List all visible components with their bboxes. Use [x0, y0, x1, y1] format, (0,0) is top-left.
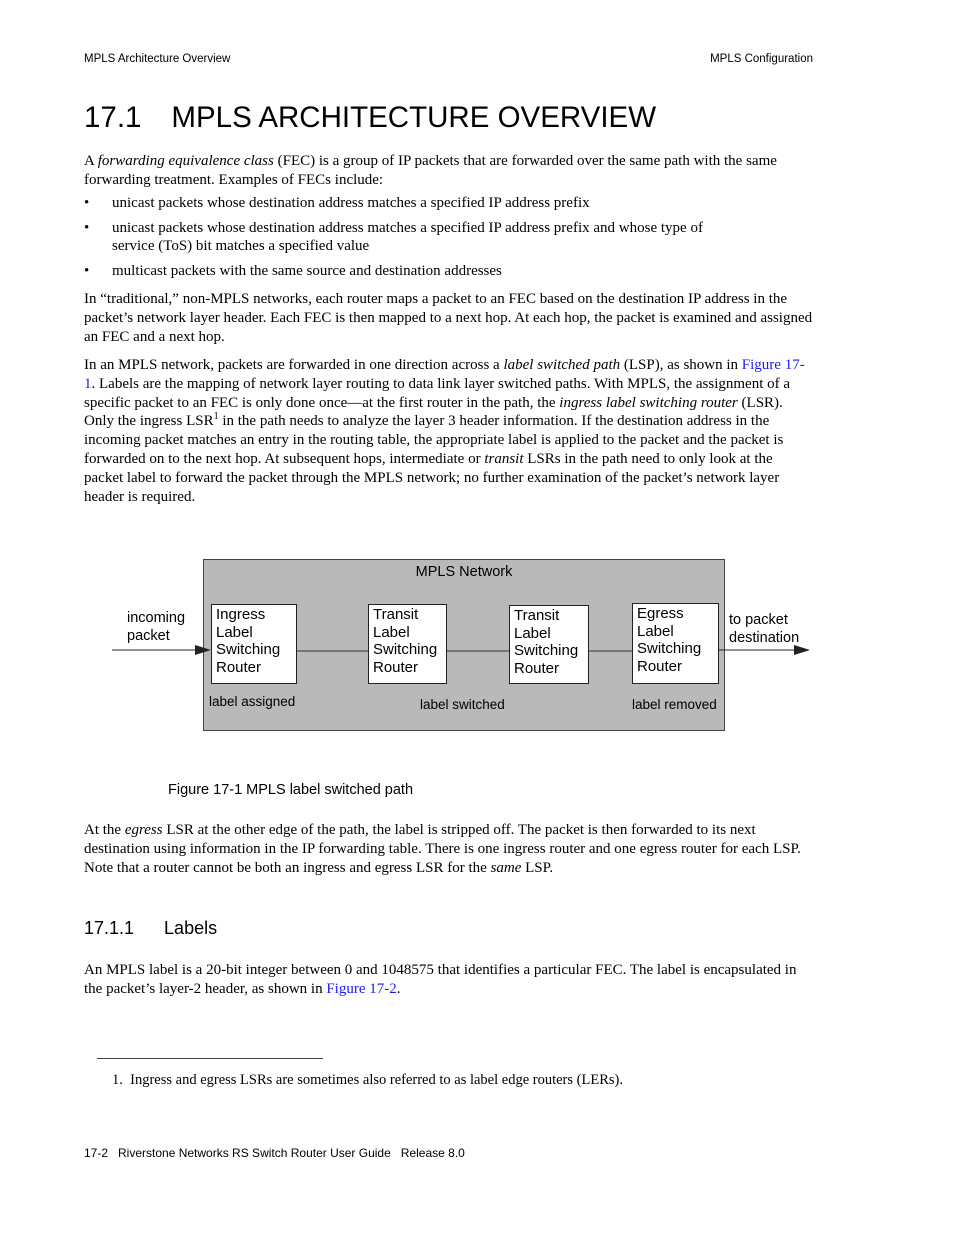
- outgoing-line-1: to packet: [729, 612, 788, 628]
- list-item: unicast packets whose destination address matches a specified IP address prefix: [112, 195, 590, 211]
- list-item-continued: service (ToS) bit matches a specified value: [112, 238, 370, 254]
- running-header-right: MPLS Configuration: [710, 53, 813, 65]
- page-footer: 17-2 Riverstone Networks RS Switch Router User Guide Release 8.0: [84, 1146, 465, 1160]
- text-run: At the: [84, 822, 125, 838]
- text-run: .: [396, 980, 401, 997]
- text-run: An MPLS label is a 20-bit integer between 0 and 1048575 that identifies a particular FEC. The label is encapsulated in the packet’s layer-2 header, as shown in: [84, 962, 797, 997]
- label-removed-text: label removed: [632, 697, 717, 712]
- router-text: Transit: [373, 606, 419, 623]
- text-run: LSRs in the path need to only look at the packet label to forward the packet through the MPLS network; no further examination of the packet’s network layer header is required.: [84, 450, 780, 505]
- figure-caption: Figure 17-1 MPLS label switched path: [168, 782, 414, 798]
- router-text: Router: [514, 659, 560, 677]
- incoming-arrowhead: [195, 645, 211, 655]
- bullet-marker: •: [84, 263, 90, 279]
- mpls-network-label: MPLS Network: [415, 564, 513, 580]
- emphasis-egress: egress: [124, 822, 163, 838]
- running-header-left: MPLS Architecture Overview: [84, 53, 231, 65]
- router-text: Label: [514, 624, 551, 642]
- router-text: Switching: [216, 641, 281, 658]
- router-text: Router: [637, 657, 683, 675]
- egress-lsr-box: [632, 603, 719, 684]
- router-text: Ingress: [216, 606, 266, 623]
- subsection-number: 17.1.1: [84, 918, 135, 938]
- text-run: (LSP), as shown in: [620, 357, 742, 373]
- emphasis-ingress-lsr: ingress label switching router: [559, 394, 738, 411]
- emphasis-lsp: label switched path: [503, 357, 621, 373]
- transit-lsr-box-1: [368, 604, 447, 684]
- footnote-text: 1. Ingress and egress LSRs are sometimes also referred to as label edge routers (LERs).: [112, 1072, 623, 1088]
- router-text: Label: [373, 623, 410, 641]
- egress-paragraph: [84, 821, 814, 877]
- text-run: LSR at the other edge of the path, the label is stripped off. The packet is then forwarded to its next destination using information in the IP forwarding table. There is one ingress router and one egress router for each LSP. Note that a router cannot be both an ingress and egress LSR for the: [84, 822, 801, 876]
- figure-17-1-link[interactable]: Figure 17-1: [84, 357, 805, 392]
- figure-17-2-link[interactable]: Figure 17-2: [326, 980, 397, 997]
- footnote-ref[interactable]: 1: [213, 411, 219, 423]
- bullet-marker: •: [84, 220, 90, 236]
- router-text: Router: [216, 658, 262, 676]
- list-item: unicast packets whose destination address matches a specified IP address prefix and whose type of: [112, 220, 703, 236]
- text-run: in the path needs to analyze the layer 3 header information. If the destination address in the incoming packet matches an entry in the routing table, the appropriate label is applied to the packet and the packet is forwarded on to the next hop. At subsequent hops, intermediate or: [84, 413, 784, 467]
- traditional-paragraph: In “traditional,” non-MPLS networks, each router maps a packet to an FEC based on the destination IP address in the packet’s network layer header. Each FEC is then mapped to a next hop. At each hop, the packet is examined and assigned an FEC and a next hop.: [84, 291, 813, 345]
- text-run: . Labels are the mapping of network layer routing to data link layer switched paths. With MPLS, the assignment of a specific packet to an FEC is only done once—at the first router in the path, the: [84, 375, 791, 411]
- section-heading: MPLS ARCHITECTURE OVERVIEW: [171, 101, 657, 134]
- subsection-heading: [84, 918, 217, 939]
- subsection-title: Labels: [164, 918, 218, 938]
- emphasis-transit: transit: [484, 450, 524, 467]
- incoming-line-2: packet: [127, 628, 170, 644]
- router-text: Switching: [514, 642, 579, 659]
- router-text: Switching: [637, 640, 702, 657]
- outgoing-label: [729, 611, 799, 647]
- text-run: (FEC) is a group of IP packets that are forwarded over the same path with the same forwarding treatment. Examples of FECs include:: [84, 153, 777, 188]
- router-text: Egress: [637, 605, 684, 622]
- incoming-line-1: incoming: [127, 610, 186, 626]
- text-run: In an MPLS network, packets are forwarded in one direction across a: [84, 357, 504, 373]
- router-text: Label: [637, 622, 674, 640]
- router-text: Transit: [514, 607, 560, 624]
- router-text: Router: [373, 658, 419, 676]
- emphasis-same: same: [490, 859, 522, 876]
- bullet-marker: •: [84, 195, 90, 211]
- label-switched-text: label switched: [420, 697, 505, 712]
- router-text: Switching: [373, 641, 438, 658]
- labels-paragraph: [84, 961, 814, 999]
- label-assigned-text: label assigned: [209, 694, 296, 709]
- section-number: 17.1: [84, 101, 142, 134]
- outgoing-line-2: destination: [729, 630, 800, 646]
- list-item: multicast packets with the same source and destination addresses: [112, 263, 502, 279]
- text-run: A: [84, 153, 98, 169]
- text-run: LSP.: [521, 859, 554, 876]
- footnote-rule: [97, 1058, 323, 1059]
- incoming-label: [127, 609, 185, 645]
- text-run: (LSR). Only the ingress LSR: [84, 394, 783, 430]
- router-text: Label: [216, 623, 253, 641]
- ingress-lsr-box: [211, 604, 297, 684]
- transit-lsr-box-2: [509, 605, 589, 684]
- emphasis-fec: forwarding equivalence class: [97, 153, 274, 169]
